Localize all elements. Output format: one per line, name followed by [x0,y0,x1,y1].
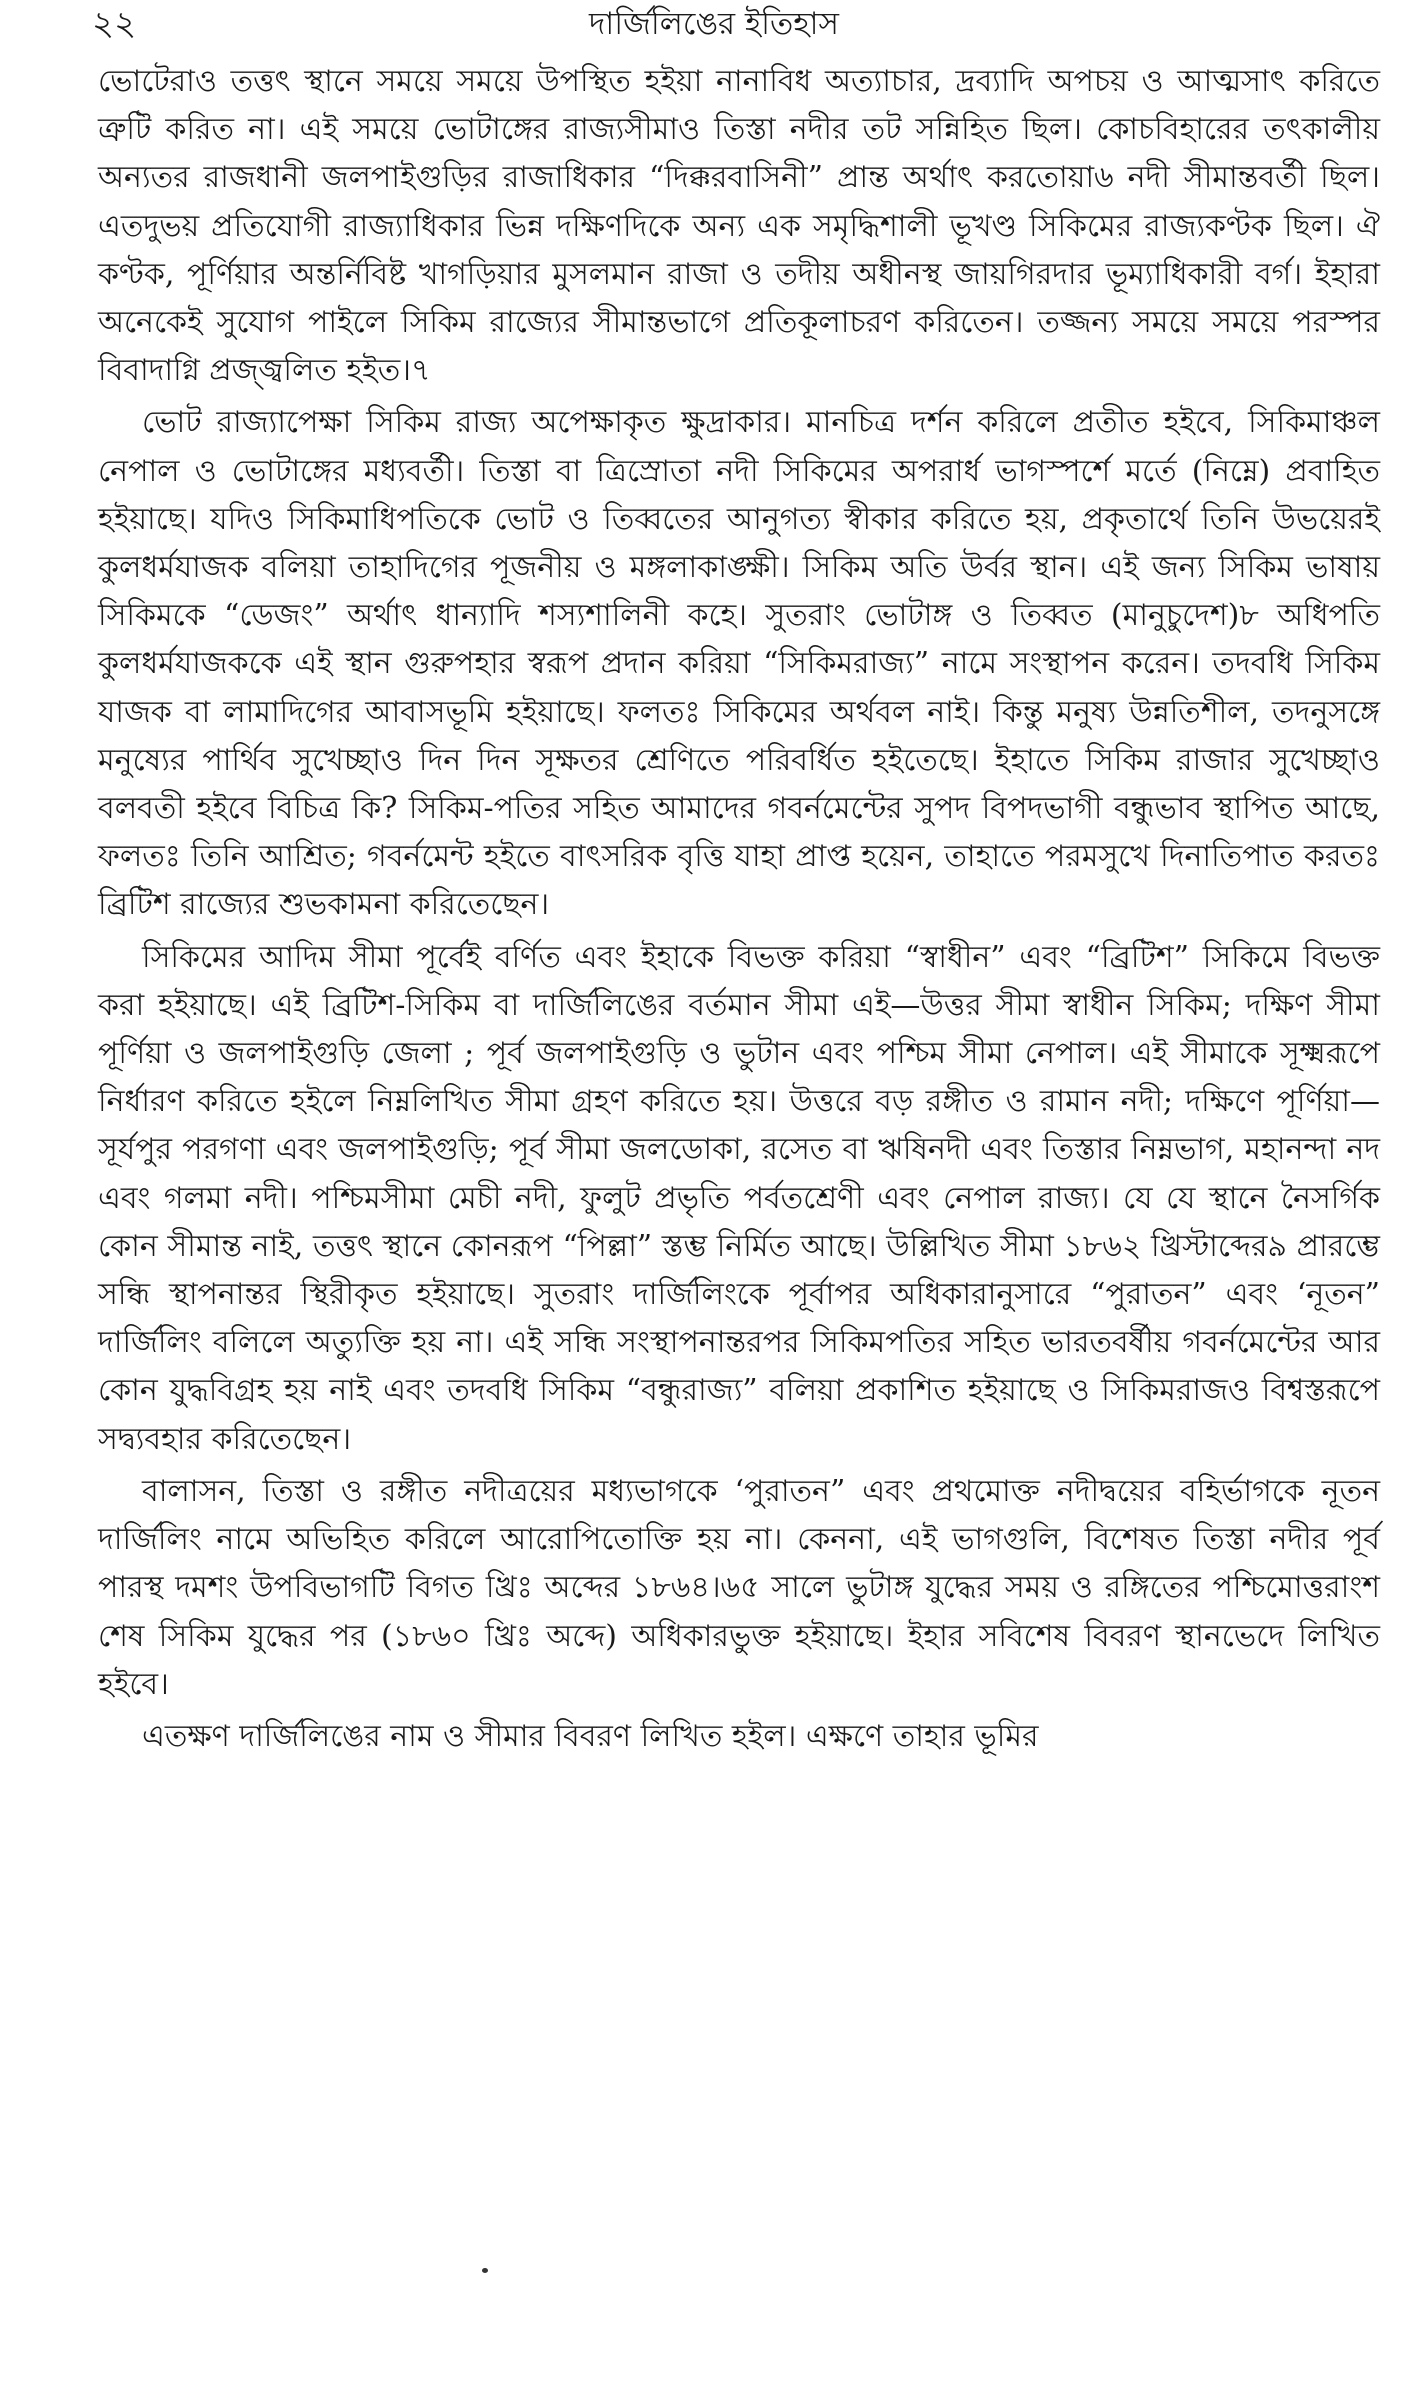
paragraph-continued: ভোটেরাও তত্তৎ স্থানে সময়ে সময়ে উপস্থিত হইয়া নানাবিধ অত্যাচার, দ্রব্যাদি অপচয় ও আত্মসাৎ করিতে ত্রুটি করিত না। এই সময়ে ভোটাঙ্গের রাজ্যসীমাও তিস্তা নদীর তট সন্নিহিত ছিল। কোচবিহারের তৎকালীয় অন্যতর রাজধানী জলপাইগুড়ির রাজাধিকার “দিক্করবাসিনী” প্রান্ত অর্থাৎ করতোয়া৬ নদী সীমান্তবর্তী ছিল। এতদুভয় প্রতিযোগী রাজ্যাধিকার ভিন্ন দক্ষিণদিকে অন্য এক সমৃদ্ধিশালী ভূখণ্ড সিকিমের রাজ্যকণ্টক ছিল। ঐ কণ্টক, পূর্ণিয়ার অন্তর্নিবিষ্ট খাগড়িয়ার মুসলমান রাজা ও তদীয় অধীনস্থ জায়গিরদার ভূম্যাধিকারী বর্গ। ইহারা অনেকেই সুযোগ পাইলে সিকিম রাজ্যের সীমান্তভাগে প্রতিকূলাচরণ করিতেন। তজ্জন্য সময়ে সময়ে পরস্পর বিবাদাগ্নি প্রজ্জ্বলিত হইত।৭ [98,64,1380,389]
paragraph: সিকিমের আদিম সীমা পূর্বেই বর্ণিত এবং ইহাকে বিভক্ত করিয়া “স্বাধীন” এবং “ব্রিটিশ” সিকিমে বিভক্ত করা হইয়াছে। এই ব্রিটিশ-সিকিম বা দার্জিলিঙের বর্তমান সীমা এই—উত্তর সীমা স্বাধীন সিকিম; দক্ষিণ সীমা পূর্ণিয়া ও জলপাইগুড়ি জেলা ; পূর্ব জলপাইগুড়ি ও ভুটান এবং পশ্চিম সীমা নেপাল। এই সীমাকে সূক্ষ্মরূপে নির্ধারণ করিতে হইলে নিম্নলিখিত সীমা গ্রহণ করিতে হয়। উত্তরে বড় রঙ্গীত ও রামান নদী; দক্ষিণে পূর্ণিয়া—সূর্যপুর পরগণা এবং জলপাইগুড়ি; পূর্ব সীমা জলডোকা, রসেত বা ঋষিনদী এবং তিস্তার নিম্নভাগ, মহানন্দা নদ এবং গলমা নদী। পশ্চিমসীমা মেচী নদী, ফুলুট প্রভৃতি পর্বতশ্রেণী এবং নেপাল রাজ্য। যে যে স্থানে নৈসর্গিক কোন সীমান্ত নাই, তত্তৎ স্থানে কোনরূপ “পিল্লা” স্তম্ভ নির্মিত আছে। উল্লিখিত সীমা ১৮৬২ খ্রিস্টাব্দের৯ প্রারম্ভে সন্ধি স্থাপনান্তর স্থিরীকৃত হইয়াছে। সুতরাং দার্জিলিংকে পূর্বাপর অধিকারানুসারে “পুরাতন” এবং ‘নূতন” দার্জিলিং বলিলে অত্যুক্তি হয় না। এই সন্ধি সংস্থাপনান্তরপর সিকিমপতির সহিত ভারতবর্ষীয় গবর্নমেন্টের আর কোন যুদ্ধবিগ্রহ হয় নাই এবং তদবধি সিকিম “বন্ধুরাজ্য” বলিয়া প্রকাশিত হইয়াছে ও সিকিমরাজও বিশ্বস্তরূপে সদ্ব্যবহার করিতেছেন। [98,939,1380,1457]
paragraph: বালাসন, তিস্তা ও রঙ্গীত নদীত্রয়ের মধ্যভাগকে ‘পুরাতন” এবং প্রথমোক্ত নদীদ্বয়ের বহির্ভাগকে নূতন দার্জিলিং নামে অভিহিত করিলে আরোপিতোক্তি হয় না। কেননা, এই ভাগগুলি, বিশেষত তিস্তা নদীর পূর্ব পারস্থ দমশং উপবিভাগটি বিগত খ্রিঃ অব্দের ১৮৬৪।৬৫ সালে ভুটাঙ্গ যুদ্ধের সময় ও রঙ্গিতের পশ্চিমোত্তরাংশ শেষ সিকিম যুদ্ধের পর (১৮৬০ খ্রিঃ অব্দে) অধিকারভুক্ত হইয়াছে। ইহার সবিশেষ বিবরণ স্থানভেদে লিখিত হইবে। [98,1473,1380,1702]
paragraph-continues: এতক্ষণ দার্জিলিঙের নাম ও সীমার বিবরণ লিখিত হইল। এক্ষণে তাহার ভূমির [142,1718,1039,1754]
page-number: ২২ [92,4,137,44]
page-header [0,0,1428,56]
stray-ink-mark [482,2268,488,2273]
running-title: দার্জিলিঙের ইতিহাস [589,6,839,42]
body-text [98,58,1380,1765]
paragraph: ভোট রাজ্যাপেক্ষা সিকিম রাজ্য অপেক্ষাকৃত ক্ষুদ্রাকার। মানচিত্র দর্শন করিলে প্রতীত হইবে, সিকিমাঞ্চল নেপাল ও ভোটাঙ্গের মধ্যবর্তী। তিস্তা বা ত্রিস্রোতা নদী সিকিমের অপরার্ধ ভাগস্পর্শে মর্তে (নিম্নে) প্রবাহিত হইয়াছে। যদিও সিকিমাধিপতিকে ভোট ও তিব্বতের আনুগত্য স্বীকার করিতে হয়, প্রকৃতার্থে তিনি উভয়েরই কুলধর্মযাজক বলিয়া তাহাদিগের পূজনীয় ও মঙ্গলাকাঙ্ক্ষী। সিকিম অতি উর্বর স্থান। এই জন্য সিকিম ভাষায় সিকিমকে “ডেজং” অর্থাৎ ধান্যাদি শস্যশালিনী কহে। সুতরাং ভোটাঙ্গ ও তিব্বত (মানুচুদেশ)৮ অধিপতি কুলধর্মযাজককে এই স্থান গুরুপহার স্বরূপ প্রদান করিয়া “সিকিমরাজ্য” নামে সংস্থাপন করেন। তদবধি সিকিম যাজক বা লামাদিগের আবাসভূমি হইয়াছে। ফলতঃ সিকিমের অর্থবল নাই। কিন্তু মনুষ্য উন্নতিশীল, তদনুসঙ্গে মনুষ্যের পার্থিব সুখেচ্ছাও দিন দিন সূক্ষতর শ্রেণিতে পরিবর্ধিত হইতেছে। ইহাতে সিকিম রাজার সুখেচ্ছাও বলবতী হইবে বিচিত্র কি? সিকিম-পতির সহিত আমাদের গবর্নমেন্টের সুপদ বিপদভাগী বন্ধুভাব স্থাপিত আছে, ফলতঃ তিনি আশ্রিত; গবর্নমেন্ট হইতে বাৎসরিক বৃত্তি যাহা প্রাপ্ত হয়েন, তাহাতে পরমসুখে দিনাতিপাত করতঃ ব্রিটিশ রাজ্যের শুভকামনা করিতেছেন। [98,405,1380,923]
